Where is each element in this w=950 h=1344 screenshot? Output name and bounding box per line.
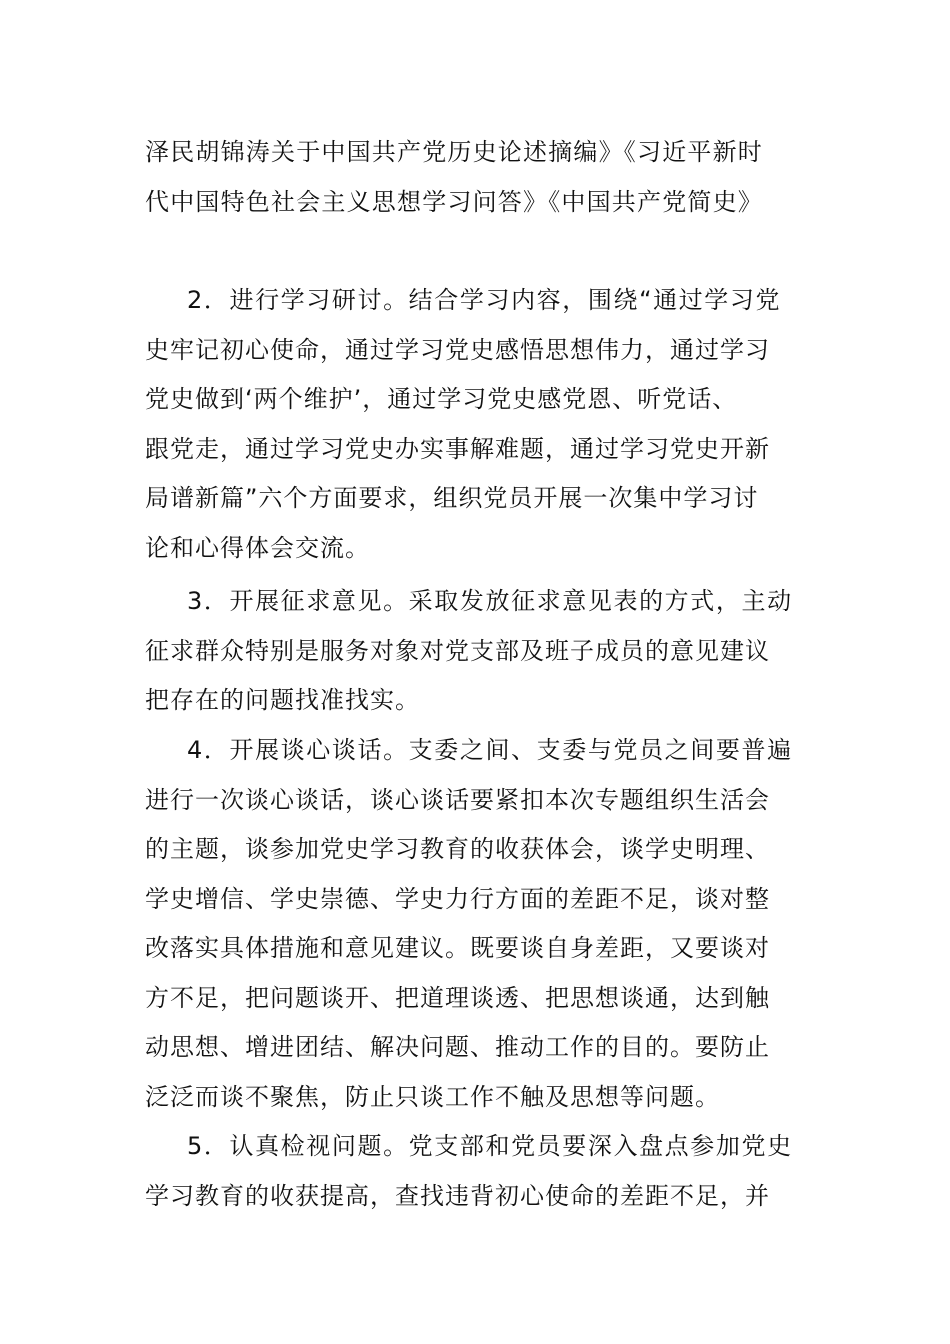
text-line: 论和心得体会交流。 bbox=[145, 533, 370, 562]
paragraph-3 bbox=[145, 577, 810, 726]
text-line: 代中国特色社会主义思想学习问答》《中国共产党简史》 bbox=[145, 187, 763, 216]
text-line: 局谱新篇”六个方面要求，组织党员开展一次集中学习讨 bbox=[145, 484, 759, 512]
text-line: 4．开展谈心谈话。支委之间、支委与党员之间要普遍 bbox=[187, 736, 793, 764]
text-line: 5．认真检视问题。党支部和党员要深入盘点参加党史 bbox=[187, 1132, 793, 1160]
text-line: 党史做到‘两个维护’，通过学习党史感党恩、听党话、 bbox=[145, 385, 738, 413]
text-line: 改落实具体措施和意见建议。既要谈自身差距，又要谈对 bbox=[145, 934, 770, 962]
text-line: 史牢记初心使命，通过学习党史感悟思想伟力，通过学习 bbox=[145, 335, 770, 364]
continuation-paragraph bbox=[145, 128, 810, 227]
paragraph-5 bbox=[145, 1122, 810, 1221]
text-line: 征求群众特别是服务对象对党支部及班子成员的意见建议 bbox=[145, 636, 770, 665]
text-line: 泽民胡锦涛关于中国共产党历史论述摘编》《习近平新时 bbox=[145, 138, 763, 166]
text-line: 把存在的问题找准找实。 bbox=[145, 686, 420, 714]
paragraph-4 bbox=[145, 726, 810, 1122]
text-line: 泛泛而谈不聚焦，防止只谈工作不触及思想等问题。 bbox=[145, 1082, 720, 1111]
text-line: 动思想、增进团结、解决问题、推动工作的目的。要防止 bbox=[145, 1033, 770, 1061]
text-line: 的主题，谈参加党史学习教育的收获体会，谈学史明理、 bbox=[145, 835, 770, 863]
paragraph-2 bbox=[145, 276, 810, 573]
text-line: 2．进行学习研讨。结合学习内容，围绕“通过学习党 bbox=[187, 286, 782, 314]
text-line: 方不足，把问题谈开、把道理谈透、把思想谈通，达到触 bbox=[145, 983, 770, 1012]
text-line: 跟党走，通过学习党史办实事解难题，通过学习党史开新 bbox=[145, 434, 770, 463]
text-line: 3．开展征求意见。采取发放征求意见表的方式，主动 bbox=[187, 587, 793, 615]
text-line: 学习教育的收获提高，查找违背初心使命的差距不足，并 bbox=[145, 1181, 770, 1210]
text-line: 学史增信、学史崇德、学史力行方面的差距不足，谈对整 bbox=[145, 884, 770, 913]
text-line: 进行一次谈心谈话，谈心谈话要紧扣本次专题组织生活会 bbox=[145, 785, 770, 814]
